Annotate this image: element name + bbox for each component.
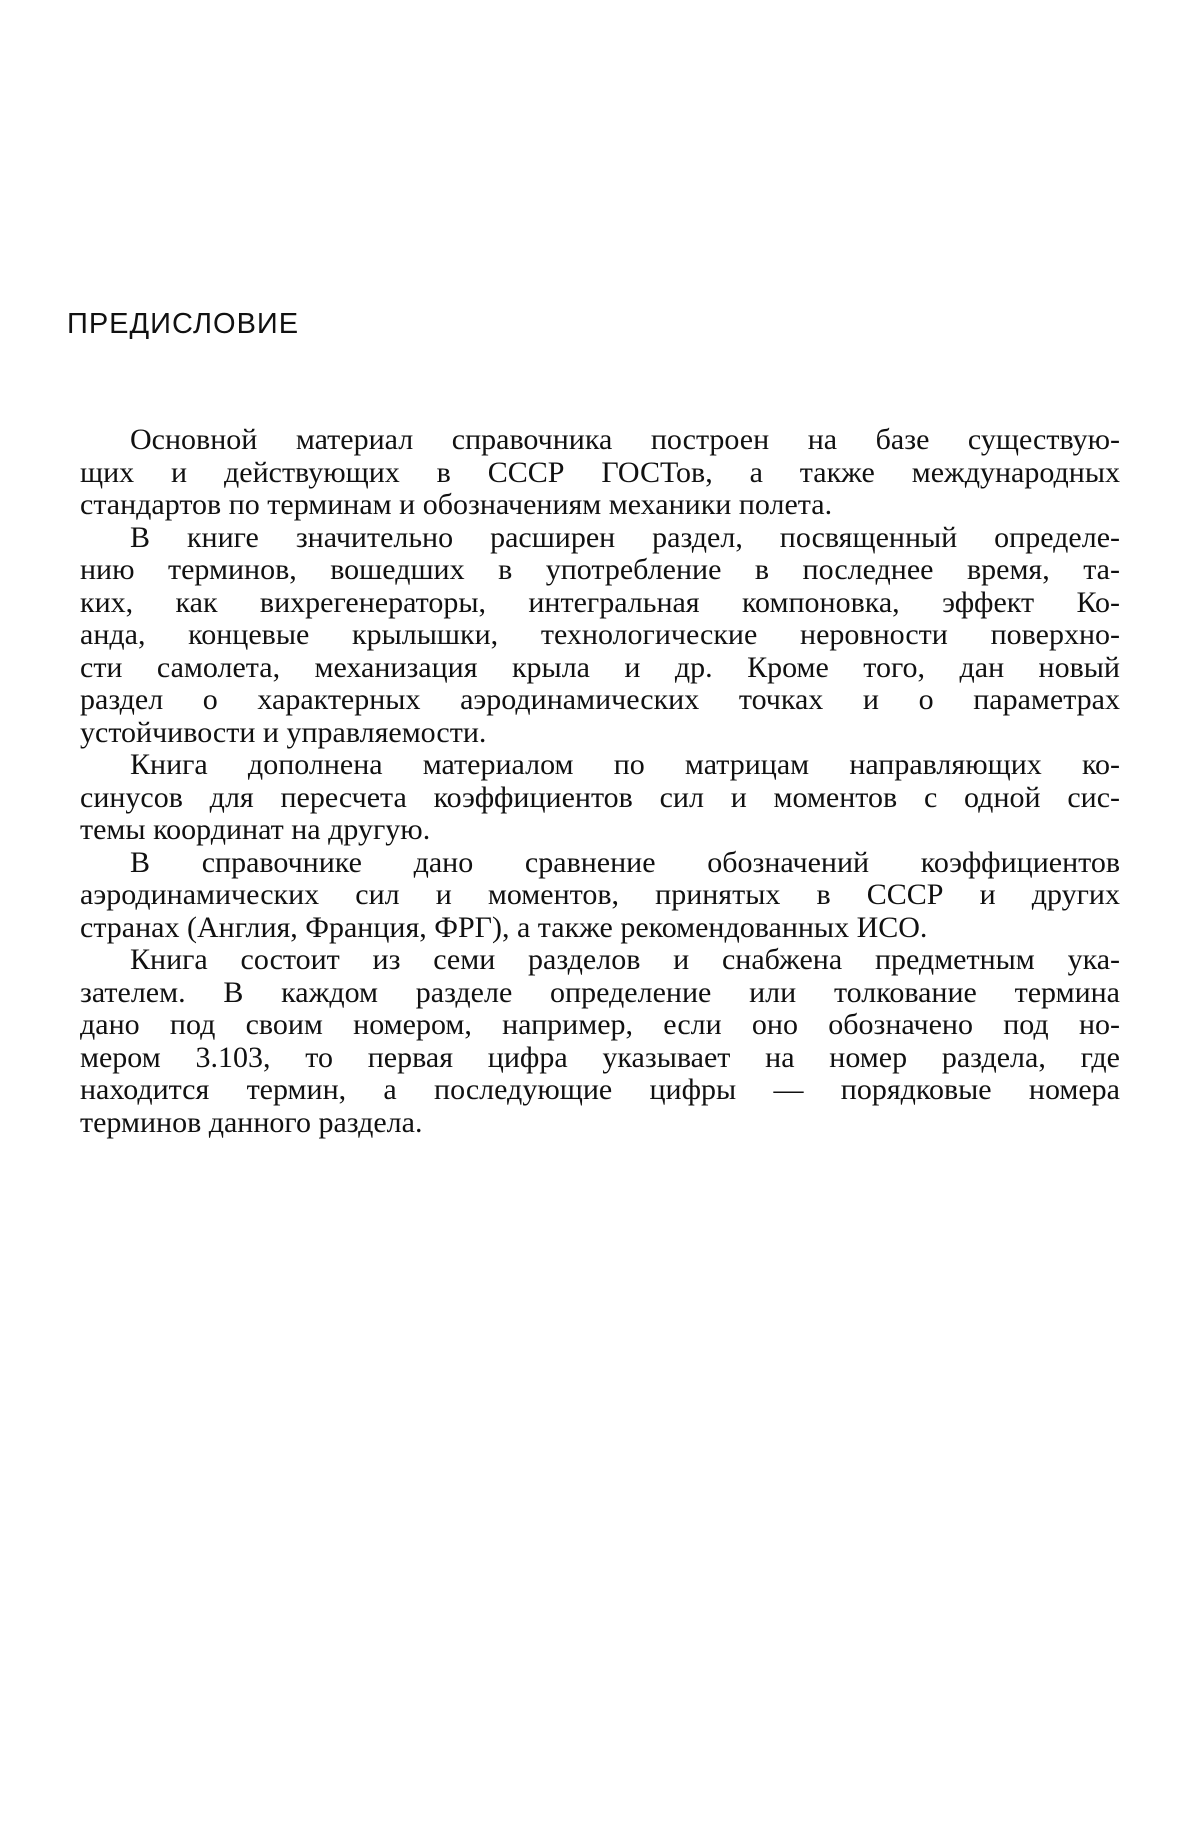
text-line: синусов для пересчета коэффициентов сил и моментов с одной сис- <box>80 780 1120 814</box>
text-line: дано под своим номером, например, если оно обозначено под но- <box>80 1008 1120 1041</box>
text-line: стандартов по терминам и обозначениям механики полета. <box>80 488 833 521</box>
text-line: Основной материал справочника построен на базе существую- <box>130 423 1120 456</box>
text-line: ких, как вихрегенераторы, интегральная компоновка, эффект Ко- <box>80 585 1120 619</box>
text-line: анда, концевые крылышки, технологические неровности поверхно- <box>80 618 1120 651</box>
text-line: В справочнике дано сравнение обозначений коэффициентов <box>130 845 1120 879</box>
text-line: сти самолета, механизация крыла и др. Кроме того, дан новый <box>80 650 1120 684</box>
text-line: странах (Англия, Франция, ФРГ), а также рекомендованных ИСО. <box>80 910 928 944</box>
text-line: Книга состоит из семи разделов и снабжена предметным ука- <box>130 943 1120 976</box>
text-line: щих и действующих в СССР ГОСТов, а также международных <box>80 455 1120 489</box>
text-line: Книга дополнена материалом по матрицам направляющих ко- <box>130 748 1120 781</box>
preface-body <box>80 424 1120 1139</box>
text-line: В книге значительно расширен раздел, посвященный определе- <box>130 520 1120 554</box>
page-heading: ПРЕДИСЛОВИЕ <box>67 308 300 340</box>
text-line: устойчивости и управляемости. <box>80 715 487 749</box>
text-line: мером 3.103, то первая цифра указывает на номер раздела, где <box>80 1040 1120 1074</box>
text-line: нию терминов, вошедших в употребление в последнее время, та- <box>80 553 1120 586</box>
text-line: темы координат на другую. <box>80 813 431 846</box>
text-line: аэродинамических сил и моментов, принятых в СССР и других <box>80 878 1120 911</box>
text-line: терминов данного раздела. <box>80 1105 423 1139</box>
text-line: зателем. В каждом разделе определение или толкование термина <box>80 975 1120 1009</box>
text-line: раздел о характерных аэродинамических точках и о параметрах <box>80 683 1120 716</box>
text-line: находится термин, а последующие цифры — порядковые номера <box>80 1073 1120 1106</box>
